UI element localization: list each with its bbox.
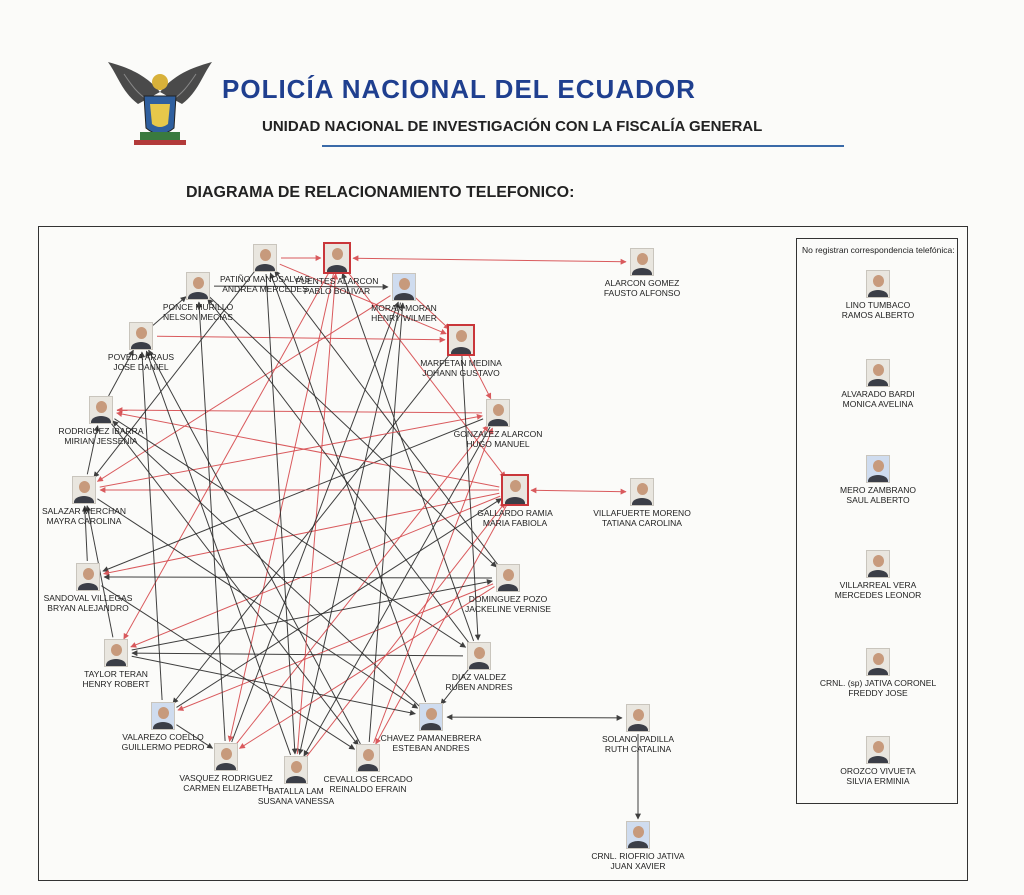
person-node-moran [319, 273, 489, 323]
person-name [376, 358, 546, 378]
person-node-gonzalez [413, 399, 583, 449]
person-name [553, 734, 723, 754]
person-name-line1: POVEDA ARAUS [107, 352, 175, 362]
edge-patino-to-batalla [266, 274, 295, 754]
person-name-line1: CEVALLOS CERCADO [323, 774, 413, 784]
person-name-line2: SILVIA ERMINIA [846, 776, 910, 786]
person-photo [866, 359, 890, 387]
person-name-line1: LINO TUMBACO [845, 300, 911, 310]
person-name [793, 766, 963, 786]
person-name [793, 389, 963, 409]
side-person-lino [793, 270, 963, 320]
person-name [56, 352, 226, 372]
person-photo [501, 474, 529, 506]
person-name [141, 773, 311, 793]
org-subtitle: UNIDAD NACIONAL DE INVESTIGACIÓN CON LA FISCALÍA GENERAL [262, 118, 763, 135]
person-photo [866, 736, 890, 764]
person-photo [626, 704, 650, 732]
person-name-line1: MARFETAN MEDINA [420, 358, 502, 368]
person-name [78, 732, 248, 752]
no-correspondence-title: No registran correspondencia telefónica: [802, 245, 955, 255]
person-name-line1: RODRIGUEZ IBARRA [58, 426, 144, 436]
person-name-line1: MERO ZAMBRANO [839, 485, 917, 495]
person-name [553, 851, 723, 871]
person-name-line2: ESTEBAN ANDRES [392, 743, 470, 753]
person-name-line2: JOHANN GUSTAVO [422, 368, 500, 378]
person-name [3, 593, 173, 613]
person-name-line2: RUBEN ANDRES [445, 682, 513, 692]
person-photo [866, 270, 890, 298]
person-name-line1: OROZCO VIVUETA [840, 766, 916, 776]
person-photo [186, 272, 210, 300]
person-name-line2: REINALDO EFRAIN [329, 784, 407, 794]
person-name-line1: VALAREZO COELLO [122, 732, 204, 742]
person-node-poveda [56, 322, 226, 372]
person-node-salazar [0, 476, 169, 526]
person-name-line1: VASQUEZ RODRIGUEZ [179, 773, 273, 783]
person-name-line2: BRYAN ALEJANDRO [47, 603, 129, 613]
person-name-line2: NELSON MECIAS [163, 312, 233, 322]
person-name-line2: RUTH CATALINA [604, 744, 672, 754]
person-name-line1: VILLARREAL VERA [839, 580, 917, 590]
person-photo [467, 642, 491, 670]
person-name [31, 669, 201, 689]
person-name-line2: HUGO MANUEL [466, 439, 530, 449]
person-node-rodriguez [16, 396, 186, 446]
person-name-line2: MERCEDES LEONOR [834, 590, 922, 600]
person-photo [151, 702, 175, 730]
person-name-line1: SALAZAR MERCHAN [41, 506, 127, 516]
person-name-line2: SUSANA VANESSA [257, 796, 335, 806]
person-node-taylor [31, 639, 201, 689]
person-name-line1: ALARCON GOMEZ [604, 278, 680, 288]
person-name [793, 678, 963, 698]
person-name-line2: TATIANA CAROLINA [602, 518, 682, 528]
person-name [413, 429, 583, 449]
person-node-alarcon-gomez [557, 248, 727, 298]
person-name-line2: MAYRA CAROLINA [46, 516, 122, 526]
person-name [793, 580, 963, 600]
person-node-riofrio [553, 821, 723, 871]
person-name-line1: FUENTES ALARCON [295, 276, 379, 286]
person-photo [626, 821, 650, 849]
person-name-line1: BATALLA LAM [268, 786, 324, 796]
person-name [319, 303, 489, 323]
person-node-ponce [113, 272, 283, 322]
edge-batalla-to-fuentes [297, 274, 335, 754]
person-name-line1: MORAN MORAN [371, 303, 437, 313]
person-node-solano [553, 704, 723, 754]
person-name-line2: MIRIAN JESSENIA [64, 436, 138, 446]
person-photo [89, 396, 113, 424]
person-name-line2: SAUL ALBERTO [846, 495, 910, 505]
person-name [793, 485, 963, 505]
person-photo [104, 639, 128, 667]
person-name-line1: SOLANO PADILLA [601, 734, 675, 744]
person-name [557, 278, 727, 298]
diagram-title: DIAGRAMA DE RELACIONAMIENTO TELEFONICO: [186, 184, 575, 201]
person-name [423, 594, 593, 614]
person-name-line2: HENRY WILMER [371, 313, 437, 323]
person-name-line2: CARMEN ELIZABETH [183, 783, 269, 793]
person-name-line2: ANDREA MERCEDES [222, 284, 308, 294]
edge-vasquez-to-moran [232, 302, 399, 742]
person-name-line2: JUAN XAVIER [610, 861, 666, 871]
side-person-mero [793, 455, 963, 505]
person-photo [496, 564, 520, 592]
person-name-line2: JOSE DANIEL [113, 362, 169, 372]
person-name-line2: MARIA FABIOLA [482, 518, 548, 528]
person-node-sandoval [3, 563, 173, 613]
person-name-line1: ALVARADO BARDI [841, 389, 915, 399]
person-node-dominguez [423, 564, 593, 614]
person-name-line2: PABLO BOLIVAR [303, 286, 371, 296]
person-name-line1: PATIÑO MANOSALVAS [219, 274, 311, 284]
person-photo [866, 550, 890, 578]
person-name [557, 508, 727, 528]
person-photo [419, 703, 443, 731]
person-photo [129, 322, 153, 350]
person-name-line1: TAYLOR TERAN [84, 669, 148, 679]
person-photo [76, 563, 100, 591]
org-title: POLICÍA NACIONAL DEL ECUADOR [222, 74, 696, 104]
person-node-villafuerte [557, 478, 727, 528]
side-person-orozco [793, 736, 963, 786]
person-photo [392, 273, 416, 301]
person-photo [866, 648, 890, 676]
person-photo [630, 248, 654, 276]
side-person-jativa-coronel [793, 648, 963, 698]
side-person-villarreal [793, 550, 963, 600]
person-photo [866, 455, 890, 483]
person-name-line1: CRNL. (sp) JATIVA CORONEL [819, 678, 937, 688]
person-name [0, 506, 169, 526]
person-photo [323, 242, 351, 274]
person-name-line1: GONZALEZ ALARCON [453, 429, 543, 439]
person-node-valarezo [78, 702, 248, 752]
person-node-marfetan [376, 324, 546, 378]
person-name-line2: HENRY ROBERT [82, 679, 150, 689]
person-photo [486, 399, 510, 427]
person-name [113, 302, 283, 322]
person-name-line2: GUILLERMO PEDRO [121, 742, 205, 752]
person-name [394, 672, 564, 692]
person-name-line1: CHAVEZ PAMANEBRERA [380, 733, 482, 743]
person-photo [72, 476, 96, 504]
person-name-line1: PONCE MURILLO [162, 302, 234, 312]
person-name [793, 300, 963, 320]
person-name-line1: VILLAFUERTE MORENO [593, 508, 691, 518]
person-name-line2: JACKELINE VERNISE [465, 604, 551, 614]
person-name [16, 426, 186, 446]
person-name-line2: FAUSTO ALFONSO [603, 288, 681, 298]
side-person-alvarado [793, 359, 963, 409]
person-name-line1: DOMINGUEZ POZO [468, 594, 548, 604]
person-name-line2: MONICA AVELINA [842, 399, 914, 409]
person-name-line1: GALLARDO RAMIA [477, 508, 553, 518]
person-name-line2: FREDDY JOSE [848, 688, 908, 698]
person-name-line1: DIAZ VALDEZ [451, 672, 507, 682]
person-name-line1: SANDOVAL VILLEGAS [43, 593, 133, 603]
person-name-line1: CRNL. RIOFRIO JATIVA [591, 851, 685, 861]
person-photo [630, 478, 654, 506]
person-photo [447, 324, 475, 356]
person-node-diaz [394, 642, 564, 692]
person-name-line2: RAMOS ALBERTO [841, 310, 915, 320]
